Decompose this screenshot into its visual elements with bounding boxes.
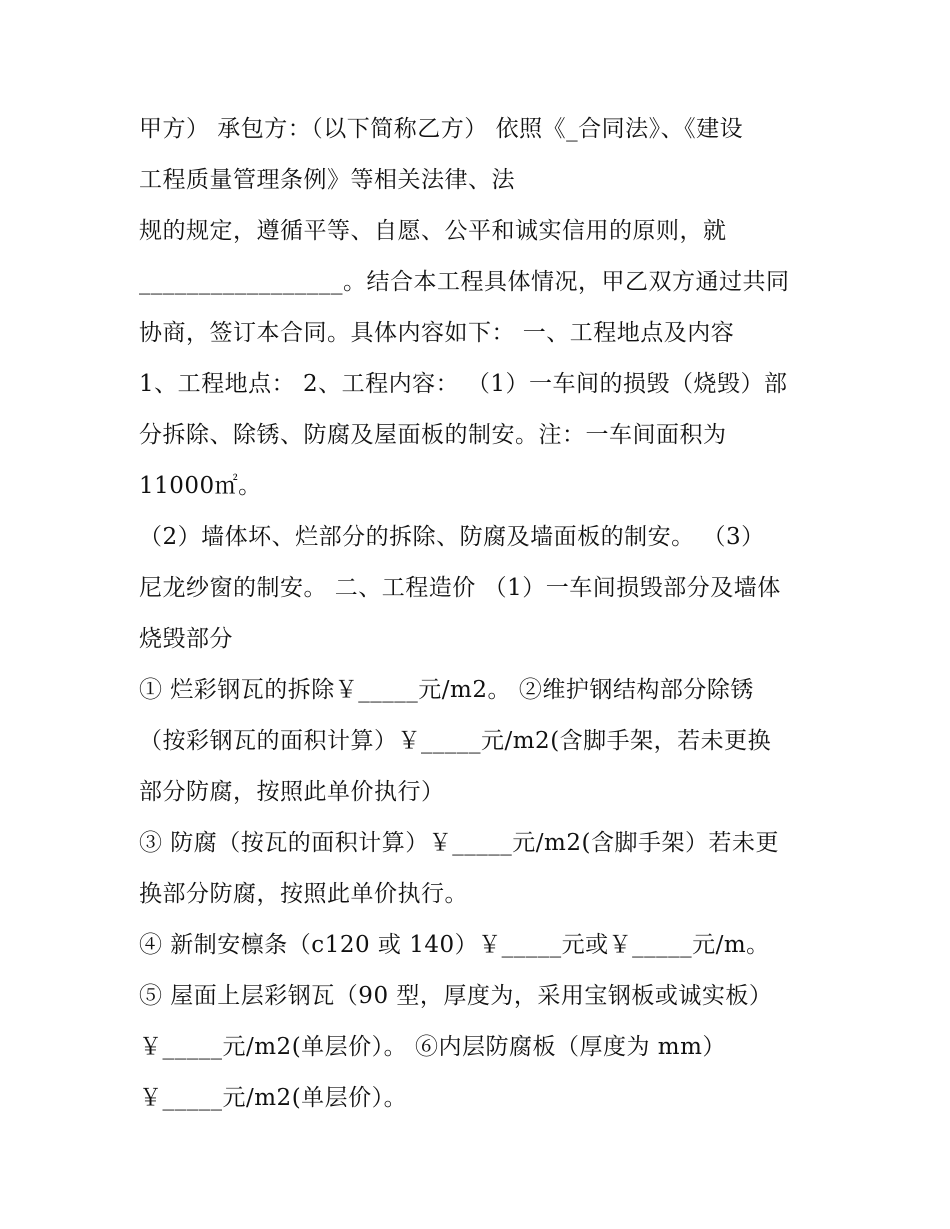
text-line: 换部分防腐，按照此单价执行。 [139, 881, 468, 907]
text-line: 规的规定，遵循平等、自愿、公平和诚实信用的原则，就 [139, 218, 727, 244]
text-line: 协商，签订本合同。具体内容如下： 一、工程地点及内容 [139, 320, 735, 346]
text-line: 11000㎡。 [139, 473, 262, 499]
text-line: ￥_____元/m2(单层价）。 [139, 1085, 408, 1111]
text-line: 分拆除、除锈、防腐及屋面板的制安。注：一车间面积为 [139, 422, 727, 448]
text-line: 尼龙纱窗的制安。 二、工程造价 （1）一车间损毁部分及墙体 [139, 575, 781, 601]
text-line: 部分防腐，按照此单价执行） [139, 779, 445, 805]
text-line: 烧毁部分 [139, 626, 233, 652]
text-line: ③ 防腐（按瓦的面积计算）￥_____元/m2(含脚手架）若未更 [139, 830, 779, 856]
text-line: 甲方） 承包方：（以下简称乙方） 依照《_合同法》、《建设 [139, 116, 744, 142]
text-line: _________________。结合本工程具体情况，甲乙双方通过共同 [139, 269, 790, 295]
text-line: 工程质量管理条例》等相关法律、法 [139, 167, 515, 193]
text-line: ④ 新制安檩条（c120 或 140）￥_____元或￥_____元/m。 [139, 932, 770, 958]
text-line: ① 烂彩钢瓦的拆除￥_____元/m2。 ②维护钢结构部分除锈 [139, 677, 754, 703]
text-line: （按彩钢瓦的面积计算）￥_____元/m2(含脚手架，若未更换 [139, 728, 772, 754]
text-line: ￥_____元/m2(单层价）。 ⑥内层防腐板（厚度为 mm） [139, 1034, 726, 1060]
text-line: ⑤ 屋面上层彩钢瓦（90 型，厚度为，采用宝钢板或诚实板） [139, 983, 773, 1009]
text-line: 1、工程地点： 2、工程内容： （1）一车间的损毁（烧毁）部 [139, 371, 788, 397]
text-line: （2）墙体坏、烂部分的拆除、防腐及墙面板的制安。 （3） [139, 524, 765, 550]
